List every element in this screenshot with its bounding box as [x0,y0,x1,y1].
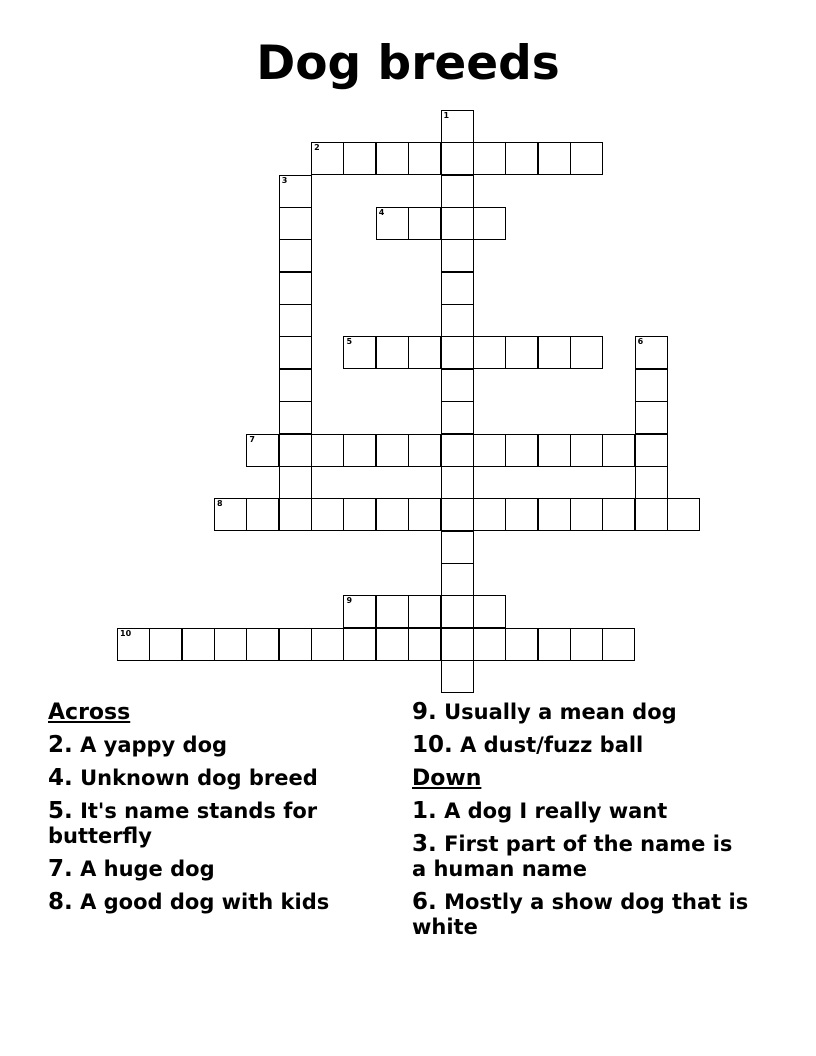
grid-cell[interactable] [279,466,312,499]
grid-cell[interactable] [149,628,182,661]
grid-cell[interactable] [343,628,376,661]
grid-cell[interactable] [473,595,506,628]
grid-cell[interactable] [408,207,441,240]
grid-cell[interactable] [408,142,441,175]
grid-cell[interactable] [182,628,215,661]
grid-cell[interactable] [505,628,538,661]
cell-number: 2 [314,143,320,153]
grid-cell[interactable] [279,304,312,337]
clue-number: 3. [412,831,437,857]
grid-cell[interactable] [473,498,506,531]
cell-number: 1 [443,111,450,120]
grid-cell[interactable] [602,498,635,531]
clue-number: 9. [412,699,437,725]
clue-across-7 [48,857,388,882]
grid-cell[interactable] [343,142,376,175]
cell-number: 7 [249,434,255,444]
clue-across-2 [48,733,388,758]
clue-number: 1. [412,798,437,824]
grid-cell[interactable] [311,434,344,467]
grid-cell[interactable] [441,369,474,402]
grid-cell[interactable] [441,142,474,175]
across-heading: Across [48,700,131,725]
grid-cell[interactable] [441,498,474,531]
cell-number: 4 [378,208,385,218]
clue-text: A dust/fuzz ball [460,733,644,757]
grid-cell[interactable] [408,595,441,628]
grid-cell[interactable] [441,595,474,628]
cell-number: 8 [217,499,223,509]
clue-number: 7. [48,856,73,882]
grid-cell[interactable] [117,628,150,661]
page-title: Dog breeds [256,36,560,91]
grid-cell[interactable] [635,466,668,499]
grid-cell[interactable] [441,239,474,272]
clue-text: It's name stands for butterfly [48,799,318,848]
grid-cell[interactable] [279,239,312,272]
grid-cell[interactable] [408,434,441,467]
clue-text: Unknown dog breed [80,766,318,790]
grid-cell[interactable] [246,628,279,661]
grid-cell[interactable] [311,628,344,661]
grid-cell[interactable] [538,142,571,175]
grid-cell[interactable] [279,628,312,661]
clue-text: A good dog with kids [80,890,330,914]
grid-cell[interactable] [343,498,376,531]
grid-cell[interactable] [343,595,376,628]
clue-text: A dog I really want [444,799,668,823]
cell-number: 3 [281,175,288,185]
grid-cell[interactable] [473,336,506,369]
grid-cell[interactable] [376,434,409,467]
clue-down-1 [412,799,752,824]
grid-cell[interactable] [441,563,474,596]
clue-number: 8. [48,889,73,915]
clues-column-right [412,700,752,948]
grid-cell[interactable] [441,434,474,467]
grid-cell[interactable] [279,336,312,369]
grid-cell[interactable] [473,628,506,661]
grid-cell[interactable] [408,628,441,661]
grid-cell[interactable] [635,434,668,467]
grid-cell[interactable] [441,207,474,240]
grid-cell[interactable] [279,401,312,434]
grid-cell[interactable] [214,498,247,531]
grid-cell[interactable] [376,498,409,531]
grid-cell[interactable] [311,142,344,175]
grid-cell[interactable] [505,498,538,531]
clues-column-left [48,700,388,923]
grid-cell[interactable] [505,434,538,467]
clue-across-8 [48,890,388,915]
clue-number: 5. [48,798,73,824]
grid-cell[interactable] [441,336,474,369]
grid-cell[interactable] [538,336,571,369]
grid-cell[interactable] [635,498,668,531]
clue-number: 2. [48,732,73,758]
grid-cell[interactable] [441,401,474,434]
grid-cell[interactable] [376,628,409,661]
clue-number: 4. [48,765,73,791]
grid-cell[interactable] [570,628,603,661]
grid-cell[interactable] [538,498,571,531]
grid-cell[interactable] [279,369,312,402]
grid-cell[interactable] [279,175,312,208]
grid-cell[interactable] [376,207,409,240]
grid-cell[interactable] [538,628,571,661]
clue-down-6 [412,890,752,940]
grid-cell[interactable] [667,498,700,531]
clue-text: First part of the name is a human name [412,832,733,881]
clue-text: A huge dog [80,857,215,881]
clue-text: Mostly a show dog that is white [412,890,749,939]
grid-cell[interactable] [441,628,474,661]
grid-cell[interactable] [214,628,247,661]
grid-cell[interactable] [570,434,603,467]
grid-cell[interactable] [570,498,603,531]
grid-cell[interactable] [408,336,441,369]
clue-across-5 [48,799,388,849]
clue-number: 10. [412,732,453,758]
grid-cell[interactable] [602,628,635,661]
grid-cell[interactable] [505,142,538,175]
clue-number: 6. [412,889,437,915]
clue-text: Usually a mean dog [444,700,677,724]
grid-cell[interactable] [376,336,409,369]
grid-cell[interactable] [441,531,474,564]
clue-across-10 [412,733,752,758]
clue-down-3 [412,832,752,882]
grid-cell[interactable] [246,434,279,467]
grid-cell[interactable] [408,498,441,531]
grid-cell[interactable] [473,207,506,240]
grid-cell[interactable] [441,110,474,143]
grid-cell[interactable] [441,175,474,208]
grid-cell[interactable] [279,207,312,240]
grid-cell[interactable] [376,142,409,175]
grid-cell[interactable] [376,595,409,628]
down-heading: Down [412,766,482,791]
grid-cell[interactable] [343,336,376,369]
grid-cell[interactable] [570,142,603,175]
grid-cell[interactable] [441,660,474,693]
cell-number: 9 [346,596,353,606]
grid-cell[interactable] [441,304,474,337]
grid-cell[interactable] [505,336,538,369]
grid-cell[interactable] [635,401,668,434]
grid-cell[interactable] [441,466,474,499]
grid-cell[interactable] [311,498,344,531]
clue-across-4 [48,766,388,791]
grid-cell[interactable] [473,434,506,467]
grid-cell[interactable] [635,369,668,402]
cell-number: 5 [346,337,353,347]
grid-cell[interactable] [635,336,668,369]
cell-number: 6 [637,337,644,347]
grid-cell[interactable] [246,498,279,531]
grid-cell[interactable] [473,142,506,175]
grid-cell[interactable] [602,434,635,467]
grid-cell[interactable] [279,272,312,305]
grid-cell[interactable] [279,434,312,467]
grid-cell[interactable] [538,434,571,467]
cell-number: 10 [120,628,132,638]
clue-across-9 [412,700,752,725]
grid-cell[interactable] [441,272,474,305]
clue-text: A yappy dog [80,733,228,757]
grid-cell[interactable] [343,434,376,467]
grid-cell[interactable] [570,336,603,369]
grid-cell[interactable] [279,498,312,531]
